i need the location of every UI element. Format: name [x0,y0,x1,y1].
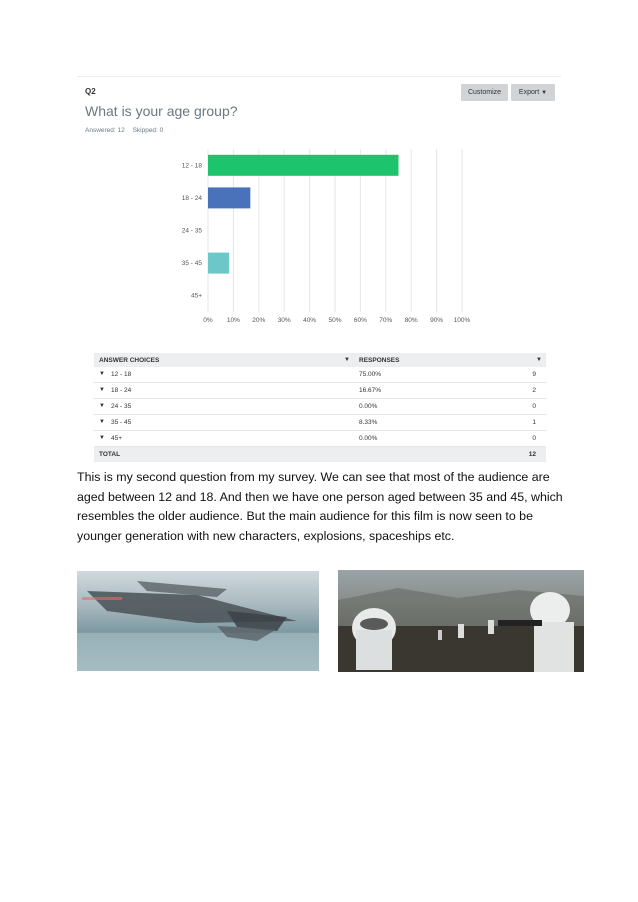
response-percent: 8.33% [359,419,378,426]
response-count: 0 [532,403,536,410]
response-percent: 0.00% [359,435,378,442]
answer-choice: 18 - 24 [111,387,132,394]
table-total-row [94,447,546,462]
export-label: Export [518,89,540,96]
expand-caret-icon[interactable]: ▼ [99,419,105,425]
photo-stormtroopers [338,570,584,672]
category-label: 35 - 45 [181,260,202,268]
sort-caret-icon[interactable]: ▼ [344,357,350,363]
table-row [94,415,546,431]
x-tick-label: 30% [277,317,291,324]
chart-category-labels [182,162,203,299]
response-count: 0 [532,435,536,442]
chart-x-tick-labels [203,317,470,324]
x-tick-label: 50% [328,317,342,324]
expand-caret-icon[interactable]: ▼ [99,435,105,441]
header-answer-choices[interactable]: ANSWER CHOICES [99,357,160,364]
table-row [94,383,546,399]
chart-bars [208,155,399,274]
expand-caret-icon[interactable]: ▼ [99,403,105,409]
expand-caret-icon[interactable]: ▼ [99,371,105,377]
x-tick-label: 60% [353,317,367,324]
category-label: 12 - 18 [181,162,202,170]
response-percent: 75.00% [359,371,382,378]
answered-count: Answered: 12 [85,127,125,134]
response-count: 1 [532,419,536,426]
category-label: 45+ [190,292,202,300]
answer-choice: 12 - 18 [111,371,132,378]
table-row [94,431,546,447]
photo-xwing-fighter [77,571,319,671]
category-label: 18 - 24 [181,194,202,202]
table-header-row [94,353,546,367]
sort-caret-icon[interactable]: ▼ [536,357,542,363]
question-title: What is your age group? [85,103,238,119]
caret-down-icon: ▼ [541,90,548,96]
expand-caret-icon[interactable]: ▼ [99,387,105,393]
answer-choice: 45+ [111,435,123,442]
table-body [94,367,546,447]
category-label: 24 - 35 [181,227,202,235]
age-group-bar-chart [77,77,561,347]
skipped-count: Skipped: 0 [132,127,164,134]
customize-label: Customize [467,89,502,96]
answer-table [94,353,546,462]
response-count: 9 [532,371,536,378]
response-percent: 0.00% [359,403,378,410]
question-number: Q2 [85,87,96,96]
total-label: TOTAL [99,451,121,458]
x-tick-label: 40% [303,317,317,324]
bar-35-45[interactable] [208,253,229,274]
answer-choice: 35 - 45 [111,419,132,426]
bar-12-18[interactable] [208,155,399,176]
x-tick-label: 90% [430,317,444,324]
x-tick-label: 20% [252,317,266,324]
response-count: 2 [532,387,536,394]
header-responses[interactable]: RESPONSES [359,357,400,364]
answer-choice: 24 - 35 [111,403,132,410]
x-tick-label: 70% [379,317,393,324]
response-percent: 16.67% [359,387,382,394]
x-tick-label: 100% [453,317,471,324]
total-count: 12 [528,451,536,458]
table-row [94,399,546,415]
x-tick-label: 0% [203,317,213,324]
body-paragraph: This is my second question from my survey. We can see that most of the audience are aged between 12 and 18. And then we have one person aged between 35 and 45, which resembles the older audience. But the main audience for this film is now seen to be younger generation with new characters, explosions, spaceships etc. [77,470,563,543]
survey-results-panel [77,76,561,462]
table-row [94,367,546,383]
x-tick-label: 80% [404,317,418,324]
x-tick-label: 10% [226,317,240,324]
bar-18-24[interactable] [208,187,250,208]
